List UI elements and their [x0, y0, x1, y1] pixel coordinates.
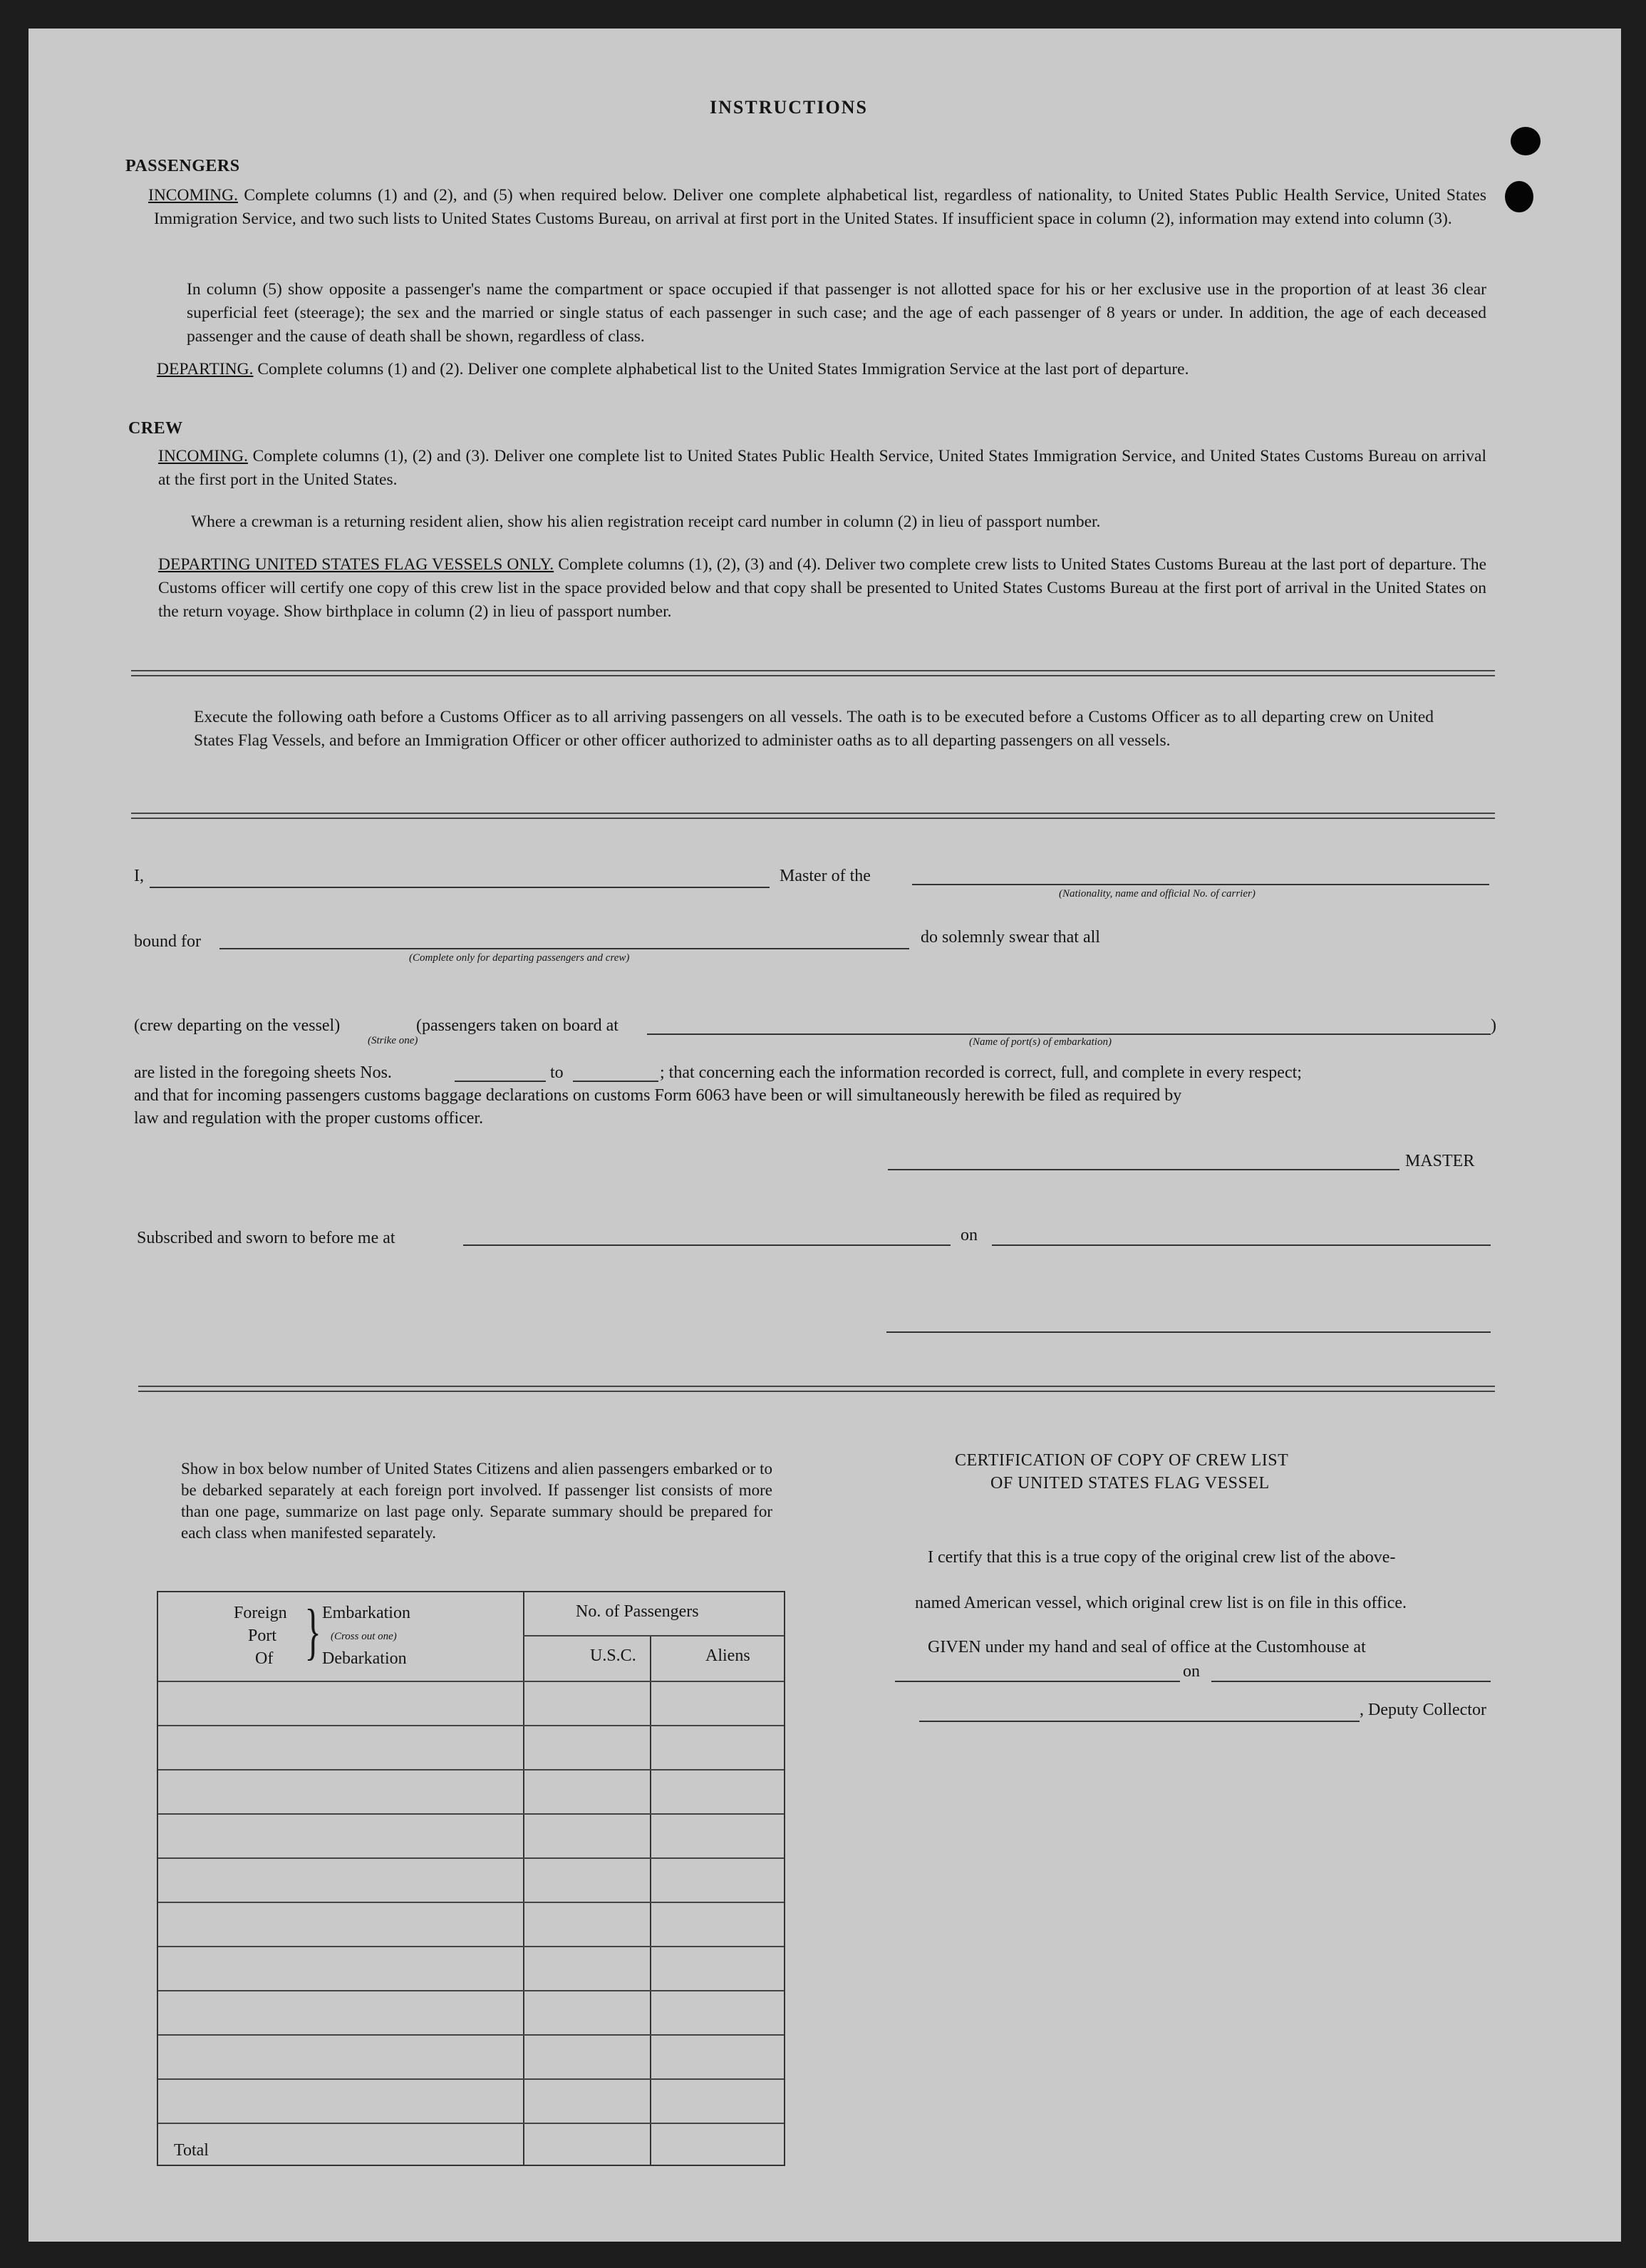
close-paren: ) — [1491, 1016, 1496, 1035]
sworn-at-field[interactable] — [463, 1244, 951, 1246]
crew-incoming-paragraph — [158, 445, 1486, 492]
passengers-heading: PASSENGERS — [125, 157, 240, 175]
law-text: law and regulation with the proper customs officer. — [134, 1109, 484, 1128]
form-page — [29, 29, 1621, 2242]
summary-instructions: Show in box below number of United States Citizens and alien passengers embarked or to be debarked separately at each foreign port involved. If passenger list consists of more than one page, summarize on last page only. Separate summary should be prepared for each class when manifested separately. — [181, 1460, 772, 1542]
to-text: to — [550, 1063, 564, 1082]
of-label: Of — [255, 1649, 274, 1668]
cross-out-caption: (Cross out one) — [331, 1631, 397, 1642]
bound-for-field[interactable] — [219, 948, 909, 949]
passengers-incoming-label: INCOMING. — [148, 186, 238, 205]
sheet-to-field[interactable] — [573, 1081, 658, 1082]
certify-line-2: named American vessel, which original crew list is on file in this office. — [915, 1594, 1407, 1612]
section-divider — [138, 1386, 1495, 1392]
vessel-caption: (Nationality, name and official No. of carrier) — [1059, 888, 1256, 900]
master-of-label: Master of the — [780, 867, 871, 885]
master-name-field[interactable] — [150, 887, 770, 888]
hole-punch-mark — [1511, 127, 1541, 155]
passengers-departing-text: Complete columns (1) and (2). Deliver one complete alphabetical list to the United States Immigration Service at the last port of departure. — [257, 360, 1189, 378]
customhouse-field[interactable] — [895, 1681, 1180, 1682]
crew-departing-paragraph — [158, 553, 1486, 624]
passengers-taken-option[interactable]: (passengers taken on board at — [416, 1016, 618, 1035]
crew-departing-label: DEPARTING UNITED STATES FLAG VESSELS ONLY. — [158, 555, 554, 574]
certify-date-field[interactable] — [1211, 1681, 1491, 1682]
no-passengers-header: No. of Passengers — [576, 1602, 699, 1621]
deputy-collector-label: , Deputy Collector — [1360, 1701, 1486, 1719]
crew-incoming-text: Complete columns (1), (2) and (3). Deliver one complete list to United States Public Health Service, United States Immigration Service, and United States Customs Bureau on arrival at the first port in the United States. — [158, 447, 1486, 489]
bound-for-caption: (Complete only for departing passengers and crew) — [409, 952, 630, 964]
crew-heading: CREW — [128, 419, 183, 438]
sheet-from-field[interactable] — [455, 1081, 546, 1082]
passenger-summary-table — [157, 1591, 785, 2166]
baggage-text: and that for incoming passengers customs baggage declarations on customs Form 6063 have been or will simultaneously herewith be filed as required by — [134, 1086, 1182, 1105]
certify-line-1: I certify that this is a true copy of the original crew list of the above- — [928, 1548, 1396, 1567]
swear-text: do solemnly swear that all — [921, 928, 1100, 947]
deputy-signature-field[interactable] — [919, 1721, 1360, 1722]
certify-line-3: GIVEN under my hand and seal of office at the Customhouse at — [928, 1638, 1366, 1656]
passengers-departing-label: DEPARTING. — [157, 360, 254, 378]
foreign-label: Foreign — [234, 1604, 287, 1622]
sworn-date-field[interactable] — [992, 1244, 1491, 1246]
crew-departing-option[interactable]: (crew departing on the vessel) — [134, 1016, 341, 1035]
debarkation-label: Debarkation — [322, 1649, 407, 1668]
certification-title: CERTIFICATION OF COPY OF CREW LIST — [955, 1451, 1289, 1470]
section-divider — [131, 813, 1495, 819]
strike-one-caption: (Strike one) — [368, 1035, 418, 1046]
sworn-on-label: on — [961, 1226, 978, 1244]
bound-for-label: bound for — [134, 932, 201, 951]
embarkation-port-caption: (Name of port(s) of embarkation) — [969, 1036, 1112, 1048]
passengers-departing-paragraph — [157, 358, 1486, 381]
port-label: Port — [248, 1627, 277, 1645]
concerning-text: ; that concerning each the information recorded is correct, full, and complete in every respect; — [660, 1063, 1302, 1082]
oath-i-label: I, — [134, 867, 144, 885]
passengers-column5-paragraph: In column (5) show opposite a passenger's name the compartment or space occupied if that passenger is not allotted space for his or her exclusive use in the proportion of at least 36 clear superficial feet (steerage); the sex and the married or single status of each passenger in such case; and the age of each passenger of 8 years or under. In addition, the age of each deceased passenger and the cause of death shall be shown, regardless of class. — [187, 280, 1486, 346]
hole-punch-mark — [1505, 181, 1533, 212]
master-signature-field[interactable] — [888, 1169, 1399, 1170]
subscribed-text: Subscribed and sworn to before me at — [137, 1229, 395, 1247]
embarkation-port-field[interactable] — [647, 1034, 1491, 1035]
officer-signature-field[interactable] — [886, 1331, 1491, 1333]
passengers-incoming-paragraph — [148, 184, 1487, 231]
crew-departing-text: Complete columns (1), (2), (3) and (4). Deliver two complete crew lists to United States Customs Bureau at the last port of departure. The Customs officer will certify one copy of this crew list in the space provided below and that copy shall be presented to United States Customs Bureau at the first port of arrival in the United States on the return voyage. Show birthplace in column (2) in lieu of passport number. — [158, 555, 1487, 621]
usc-header: U.S.C. — [590, 1646, 636, 1665]
vessel-field[interactable] — [912, 884, 1489, 885]
crew-resident-paragraph: Where a crewman is a returning resident alien, show his alien registration receipt card number in column (2) in lieu of passport number. — [191, 512, 1101, 531]
certify-on-label: on — [1183, 1662, 1200, 1681]
section-divider — [131, 670, 1495, 676]
embarkation-label: Embarkation — [322, 1604, 410, 1622]
listed-in-text: are listed in the foregoing sheets Nos. — [134, 1063, 392, 1082]
brace-icon: } — [304, 1597, 321, 1666]
aliens-header: Aliens — [705, 1646, 750, 1665]
oath-instructions: Execute the following oath before a Customs Officer as to all arriving passengers on all vessels. The oath is to be executed before a Customs Officer as to all departing crew on United States Flag Vessels, and before an Immigration Officer or other officer authorized to administer oaths as to all departing passengers on all vessels. — [194, 708, 1434, 750]
passengers-incoming-text: Complete columns (1) and (2), and (5) when required below. Deliver one complete alphabetical list, regardless of nationality, to United States Public Health Service, United States Immigration Service, and two such lists to United States Customs Bureau, on arrival at first port in the United States. If insufficient space in column (2), information may extend into column (3). — [154, 186, 1487, 228]
certification-subtitle: OF UNITED STATES FLAG VESSEL — [990, 1474, 1270, 1493]
page-title: INSTRUCTIONS — [710, 97, 868, 118]
master-label: MASTER — [1405, 1152, 1475, 1170]
crew-incoming-label: INCOMING. — [158, 447, 248, 465]
total-label: Total — [174, 2141, 209, 2160]
